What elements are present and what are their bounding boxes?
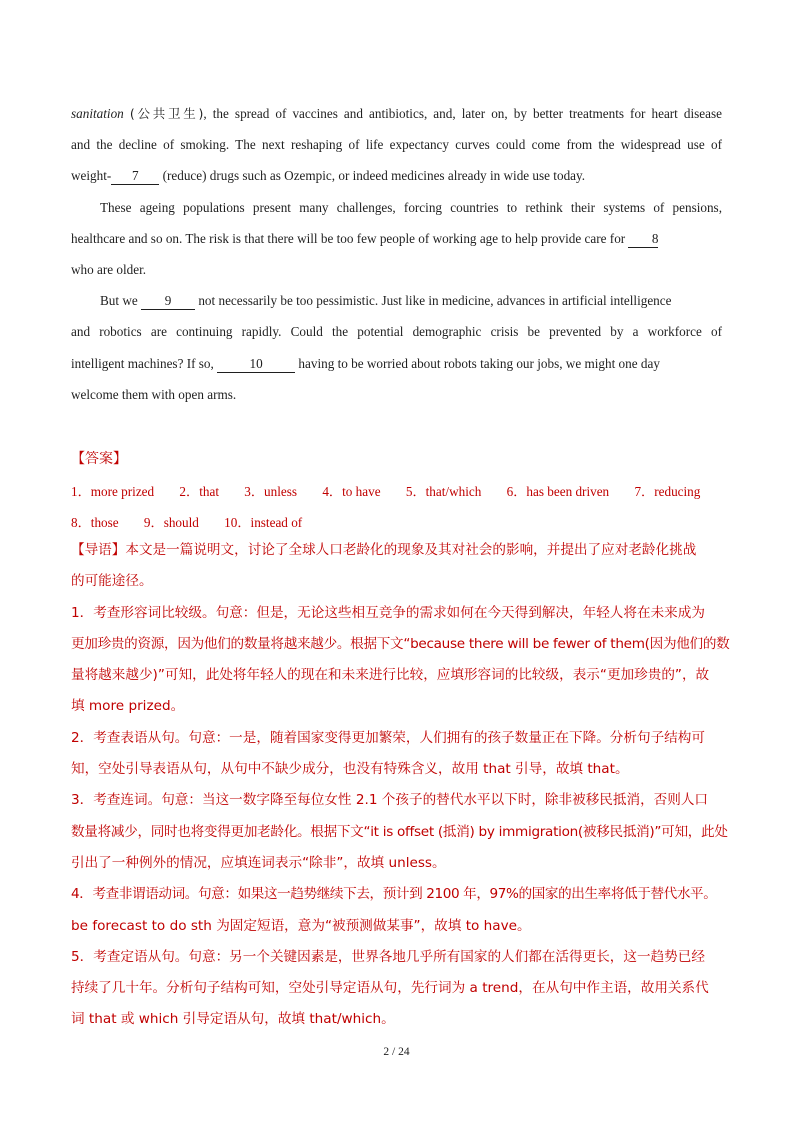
chinese-gloss: (公共卫生) (129, 106, 204, 121)
answer-item: 2．that (179, 484, 219, 499)
answer-item: 7．reducing (634, 484, 701, 499)
answer-item: 9．should (143, 515, 199, 531)
passage (71, 98, 722, 410)
passage-line: welcome them with open arms. (71, 386, 237, 402)
passage-line: intelligent machines? If so, 10 having to be worried about robots taking our jobs, we might one day (71, 355, 660, 371)
explanation-line: 3．考查连词。句意：当这一数字降至每位女性 2.1 个孩子的替代水平以下时，除非被移民抵消，否则人口 (71, 792, 709, 809)
explanation-line: 持续了几十年。分析句子结构可知，空处引导定语从句，先行词为 a trend，在从句中作主语，故用关系代 (71, 980, 709, 997)
explanation-line: be forecast to do sth 为固定短语，意为“被预测做某事”，故填 to have。 (71, 917, 531, 934)
explanation-line: 的可能途径。 (71, 573, 153, 590)
explanation-line: 知，空处引导表语从句，从句中不缺少成分，也没有特殊含义，故用 that 引导，故填 that。 (71, 761, 629, 778)
explanation-line: 5．考查定语从句。句意：另一个关键因素是，世界各地几乎所有国家的人们都在活得更长，这一趋势已经 (71, 948, 705, 965)
answer-row (71, 476, 731, 507)
blank-10: 10 (217, 357, 295, 373)
explanation-line: 【导语】本文是一篇说明文，讨论了全球人口老龄化的现象及其对社会的影响，并提出了应对老龄化挑战 (71, 542, 697, 558)
passage-line: who are older. (71, 261, 147, 277)
page-number: 2 / 24 (383, 1046, 410, 1058)
answer-item: 3．unless (244, 484, 298, 499)
answer-item: 5．that/which (405, 484, 482, 499)
answer-item: 1．more prized (71, 484, 155, 499)
explanation-line: 2．考查表语从句。句意：一是，随着国家变得更加繁荣，人们拥有的孩子数量正在下降。分析句子结构可 (71, 729, 705, 746)
answer-item: 10．instead of (224, 515, 303, 531)
explanation-line: 量将越来越少)”可知，此处将年轻人的现在和未来进行比较，应填形容词的比较级，表示“更加珍贵的”，故 (71, 667, 710, 684)
answer-item: 6．has been driven (506, 484, 610, 499)
explanation-line: 更加珍贵的资源，因为他们的数量将越来越少。根据下文“because there will be fewer of them(因为他们的数 (71, 635, 730, 652)
answer-row (71, 507, 731, 538)
passage-line: and robotics are continuing rapidly. Could the potential demographic crisis be prevented by a workforce of (71, 324, 722, 340)
explanation-line: 引出了一种例外的情况，应填连词表示“除非”，故填 unless。 (71, 854, 446, 871)
passage-line: healthcare and so on. The risk is that there will be too few people of working age to help provide care for 8 (71, 230, 659, 246)
blank-7: 7 (111, 169, 159, 185)
explanation (71, 535, 735, 1036)
passage-line: sanitation (公共卫生), the spread of vaccines and antibiotics, and, later on, by better treatments for heart disease (71, 106, 722, 121)
blank-9: 9 (141, 294, 195, 310)
answer-item: 4．to have (322, 484, 381, 499)
blank-8: 8 (628, 232, 658, 248)
explanation-line: 词 that 或 which 引导定语从句，故填 that/which。 (71, 1011, 395, 1028)
explanation-line: 填 more prized。 (71, 698, 185, 715)
answer-item: 8．those (71, 515, 119, 531)
italic-term: sanitation (71, 106, 124, 121)
passage-line: These ageing populations present many challenges, forcing countries to rethink their systems of pensions, (100, 199, 722, 215)
passage-line: weight- 7 (reduce) drugs such as Ozempic, or indeed medicines already in wide use today. (71, 168, 586, 184)
passage-line: and the decline of smoking. The next reshaping of life expectancy curves could come from the widespread use of (71, 137, 722, 153)
answer-heading: 【答案】 (71, 451, 127, 467)
explanation-line: 数量将减少，同时也将变得更加老龄化。根据下文“it is offset (抵消) by immigration(被移民抵消)”可知，此处 (71, 823, 728, 840)
explanation-line: 1．考查形容词比较级。句意：但是，无论这些相互竞争的需求如何在今天得到解决，年轻人将在未来成为 (71, 604, 705, 621)
answer-list (71, 476, 731, 538)
passage-line: But we 9 not necessarily be too pessimistic. Just like in medicine, advances in artificial intelligence (100, 293, 672, 309)
explanation-line: 4．考查非谓语动词。句意：如果这一趋势继续下去，预计到 2100 年，97%的国家的出生率将低于替代水平。 (71, 886, 717, 903)
